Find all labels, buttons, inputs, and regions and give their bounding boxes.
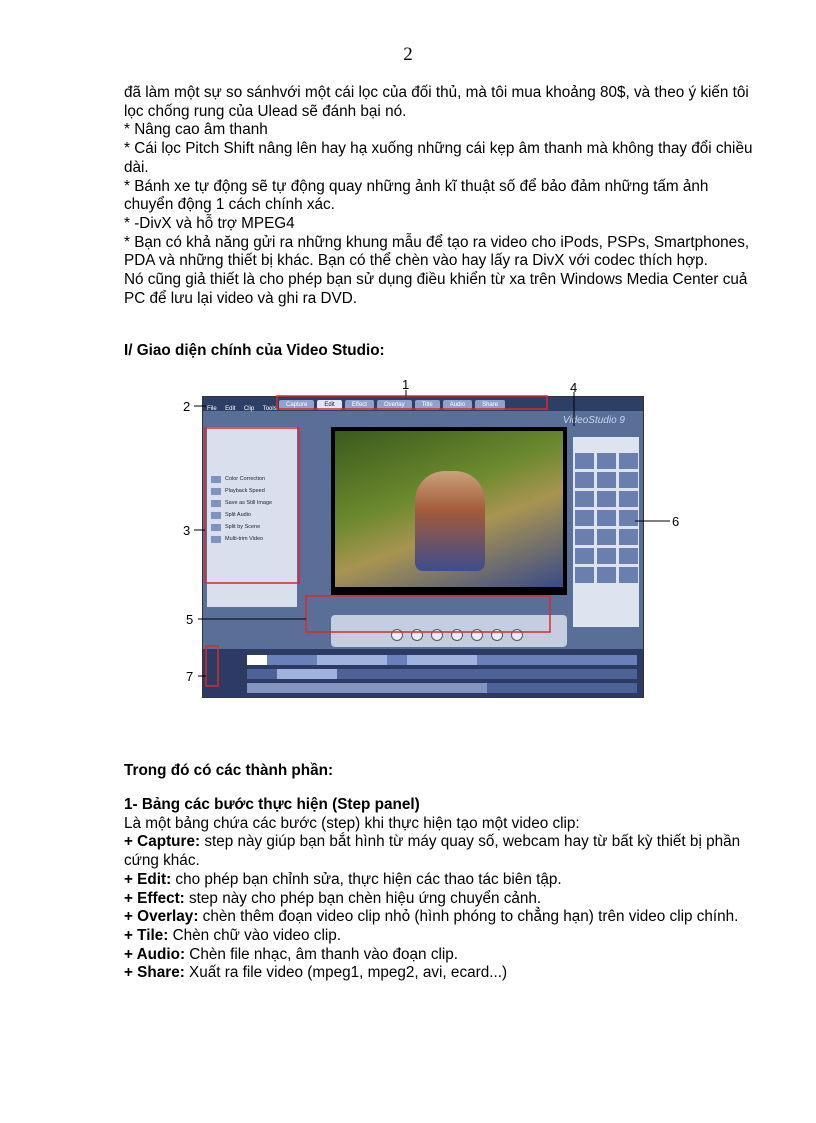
step-desc: + Audio: Chèn file nhạc, âm thanh vào đoạn clip. xyxy=(124,945,459,963)
option-item: Save as Still Image xyxy=(207,497,297,509)
intro-line: * Cái lọc Pitch Shift nâng lên hay hạ xuống những cái kẹp âm thanh mà không thay đổi chiều dài. xyxy=(124,140,753,176)
option-item: Split by Scene xyxy=(207,521,297,533)
video-studio-screenshot xyxy=(180,376,680,726)
step-capture: Capture xyxy=(279,400,314,410)
menu-edit: Edit xyxy=(225,406,236,412)
step-panel-heading: 1- Bảng các bước thực hiện (Step panel) xyxy=(124,796,420,813)
step-overlay: Overlay xyxy=(377,400,412,410)
step-panel-box xyxy=(277,396,547,409)
step-desc: + Share: Xuất ra file video (mpeg1, mpeg2, avi, ecard...) xyxy=(124,964,508,982)
intro-line: Nó cũng giả thiết là cho phép bạn sử dụng điều khiển từ xa trên Windows Media Center cuả PC để lưu lại video và ghi ra DVD. xyxy=(124,271,748,307)
callout-overlay xyxy=(180,376,680,726)
intro-line: * -DivX và hỗ trợ MPEG4 xyxy=(124,214,295,232)
page-number: 2 xyxy=(403,44,413,65)
navigation-box xyxy=(306,596,550,632)
brand-logo: VideoStudio 9 xyxy=(562,415,625,426)
intro-line: đã làm một sự so sánhvới một cái lọc của đối thủ, mà tôi mua khoảng 80$, và theo ý kiến tôi lọc chống rung của Ulead sẽ đánh bại nó. xyxy=(124,84,749,120)
option-item: Color Correction xyxy=(207,473,297,485)
callout-3: 3 xyxy=(183,523,191,538)
intro-text xyxy=(124,84,754,308)
step-desc: + Overlay: chèn thêm đoạn video clip nhỏ (hình phóng to chẳng hạn) trên video clip chính. xyxy=(124,908,739,926)
callout-6: 6 xyxy=(672,514,680,529)
step-edit: Edit xyxy=(317,400,341,410)
components-heading: Trong đó có các thành phần: xyxy=(124,762,334,779)
option-item: Multi-trim Video xyxy=(207,533,297,545)
intro-line: * Bánh xe tự động sẽ tự động quay những ảnh kĩ thuật số để bảo đảm những tấm ảnh chuyển động 1 cách chính xác. xyxy=(124,177,709,214)
step-desc: + Capture: step này giúp bạn bắt hình từ máy quay số, webcam hay từ bất kỳ thiết bị phần cứng khác. xyxy=(124,833,741,870)
intro-line: * Bạn có khả năng gửi ra những khung mẫu để tạo ra video cho iPods, PSPs, Smartphones, PDA và những thiết bị khác. Bạn có thể chèn vào hay lấy ra DivX với codec thích hợp. xyxy=(124,233,750,270)
step-desc: + Tile: Chèn chữ vào video clip. xyxy=(124,926,342,944)
option-item: Split Audio xyxy=(207,509,297,521)
step-panel-section xyxy=(124,796,754,983)
callout-7: 7 xyxy=(186,669,194,684)
callout-1: 1 xyxy=(402,377,410,392)
menu-clip: Clip xyxy=(243,406,255,412)
menu-tools: Tools xyxy=(262,406,277,412)
step-title: Title xyxy=(415,400,440,410)
callout-4: 4 xyxy=(570,380,578,395)
step-desc: + Edit: cho phép bạn chỉnh sửa, thực hiện các thao tác biên tập. xyxy=(124,870,562,888)
section-heading: I/ Giao diện chính của Video Studio: xyxy=(124,342,385,359)
intro-line: * Nâng cao âm thanh xyxy=(124,121,268,139)
step-audio: Audio xyxy=(443,400,472,410)
timeline-box xyxy=(206,646,218,686)
step-panel-intro: Là một bảng chứa các bước (step) khi thực hiện tạo một video clip: xyxy=(124,814,580,832)
step-desc: + Effect: step này cho phép bạn chèn hiệu ứng chuyển cảnh. xyxy=(124,889,542,907)
callout-5: 5 xyxy=(186,612,194,627)
option-item: Playback Speed xyxy=(207,485,297,497)
menu-file: File xyxy=(207,406,217,412)
step-effect: Effect xyxy=(345,400,374,410)
callout-2: 2 xyxy=(183,399,191,414)
step-share: Share xyxy=(475,400,505,410)
options-panel-box xyxy=(205,428,299,583)
